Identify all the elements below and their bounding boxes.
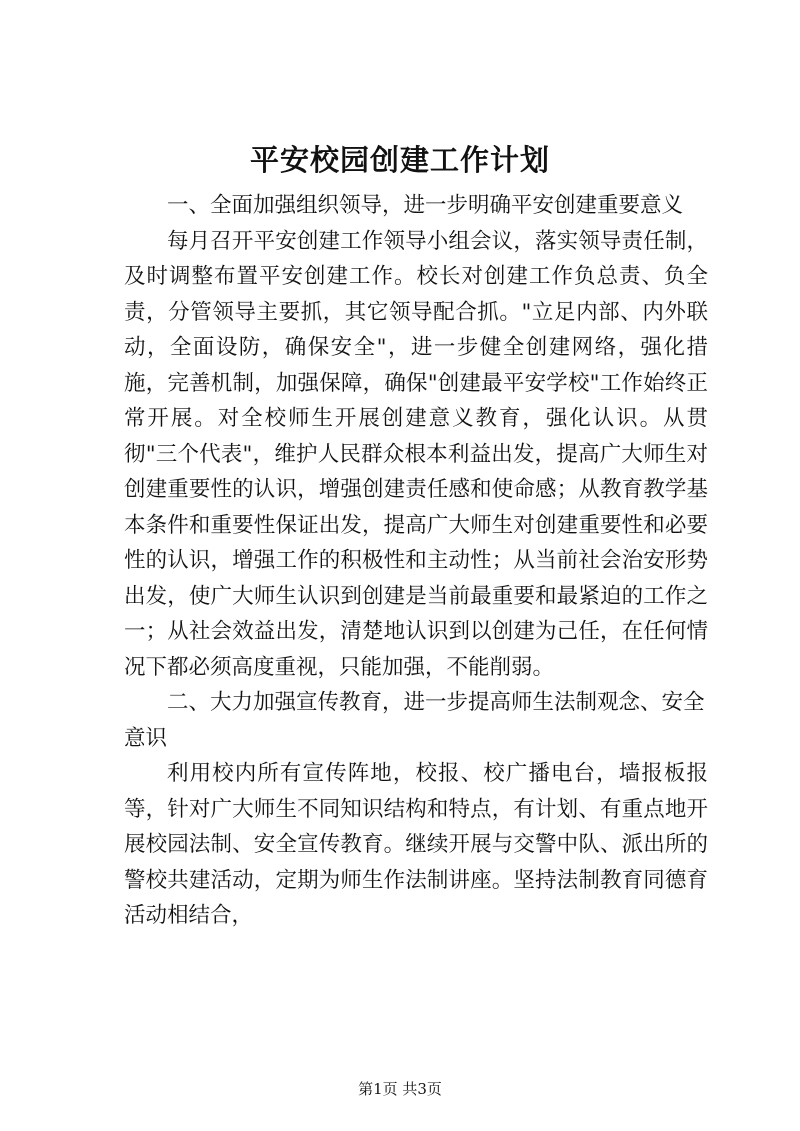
document-title: 平安校园创建工作计划 bbox=[249, 143, 550, 177]
section-paragraph-2: 利用校内所有宣传阵地，校报、校广播电台，墙报板报等，针对广大师生不同知识结构和特点，有计划、有重点地开展校园法制、安全宣传教育。继续开展与交警中队、派出所的警校共建活动，定期为师生作法制讲座。坚持法制教育同德育活动相结合， bbox=[124, 761, 708, 928]
page-footer: 第1页 共3页 bbox=[358, 1080, 442, 1098]
document-body bbox=[124, 188, 708, 934]
section-paragraph-1: 每月召开平安创建工作领导小组会议，落实领导责任制，及时调整布置平安创建工作。校长对创建工作负总责、负全责，分管领导主要抓，其它领导配合抓。"立足内部、内外联动，全面设防，确保安全"，进一步健全创建网络，强化措施，完善机制，加强保障，确保"创建最平安学校"工作始终正常开展。对全校师生开展创建意义教育，强化认识。从贯彻"三个代表"，维护人民群众根本利益出发，提高广大师生对创建重要性的认识，增强创建责任感和使命感；从教育教学基本条件和重要性保证出发，提高广大师生对创建重要性和必要性的认识，增强工作的积极性和主动性；从当前社会治安形势出发，使广大师生认识到创建是当前最重要和最紧迫的工作之一；从社会效益出发，清楚地认识到以创建为己任，在任何情况下都必须高度重视，只能加强，不能削弱。 bbox=[124, 228, 708, 680]
section-heading-1: 一、全面加强组织领导，进一步明确平安创建重要意义 bbox=[167, 193, 684, 218]
section-heading-2: 二、大力加强宣传教育，进一步提高师生法制观念、安全意识 bbox=[124, 690, 705, 751]
